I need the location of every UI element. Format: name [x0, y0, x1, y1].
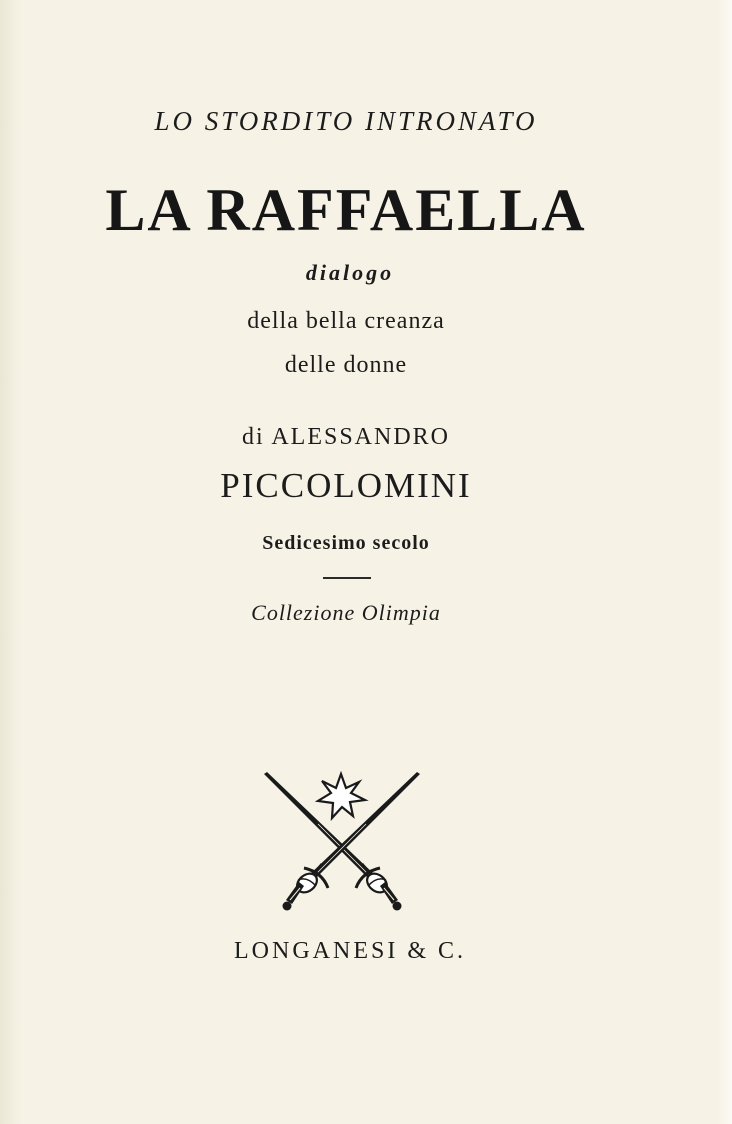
- collection-name: Collezione Olimpia: [251, 600, 441, 625]
- book-title: LA RAFFAELLA: [105, 177, 587, 243]
- author-line-1: di ALESSANDRO: [241, 424, 451, 450]
- subtitle-line-2: delle donne: [284, 352, 408, 378]
- crossed-swords-star-icon: [258, 768, 426, 920]
- star-icon: [318, 774, 365, 818]
- series-line: LO STORDITO INTRONATO: [154, 106, 538, 136]
- separator-rule: [323, 577, 371, 579]
- century-label: Sedicesimo secolo: [262, 532, 430, 554]
- author-name: PICCOLOMINI: [220, 466, 472, 505]
- subtitle-line-1: della bella creanza: [247, 308, 445, 334]
- publisher-name: LONGANESI & C.: [234, 938, 466, 964]
- genre-label: dialogo: [305, 260, 395, 285]
